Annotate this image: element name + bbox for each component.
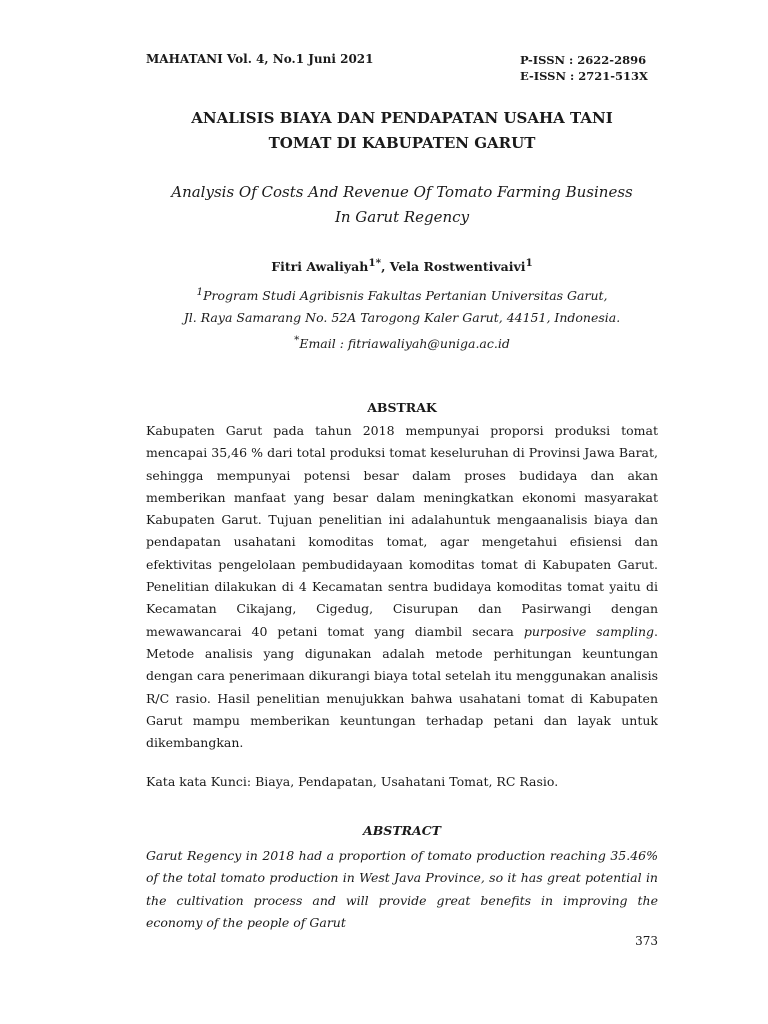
paper-title-english <box>100 180 704 230</box>
abstract-body: Garut Regency in 2018 had a proportion of tomato production reaching 35.46% of the total tomato production in West Java Province, so it has great potential in the cultivation process and will provide great benefits in improving the economy of the people of Garut <box>146 848 658 930</box>
email-superscript: * <box>294 334 300 347</box>
author-1-superscript: 1* <box>368 257 382 269</box>
issn-block <box>520 52 648 84</box>
journal-header: MAHATANI Vol. 4, No.1 Juni 2021 <box>146 52 374 66</box>
title-id-line2: TOMAT DI KABUPATEN GARUT <box>268 134 536 152</box>
author-2-superscript: 1 <box>525 257 533 269</box>
affiliation <box>100 281 704 355</box>
title-id-line1: ANALISIS BIAYA DAN PENDAPATAN USAHA TANI <box>191 109 613 127</box>
author-separator: , <box>381 259 390 275</box>
author-1: Fitri Awaliyah <box>271 259 369 275</box>
abstrak-body: Kabupaten Garut pada tahun 2018 mempunyai proporsi produksi tomat mencapai 35,46 % dari total produksi tomat keseluruhan di Provinsi Jawa Barat, sehingga mempunyai potensi besar dalam proses budidaya dan akan memberikan manfaat yang besar dalam meningkatkan ekonomi masyarakat Kabupaten Garut. Tujuan penelitian ini adalahuntuk mengaanalisis biaya dan pendapatan usahatani komoditas tomat, agar mengetahui efisiensi dan efektivitas pengelolaan pembudidayaan komoditas tomat di Kabupaten Garut. Penelitian dilakukan di 4 Kecamatan sentra budidaya komoditas tomat yaitu di Kecamatan Cikajang, Cigedug, Cisurupan dan Pasirwangi dengan mewawancarai 40 petani tomat yang diambil secara purposive sampling. Metode analisis yang digunakan adalah metode perhitungan keuntungan dengan cara penerimaan dikurangi biaya total setelah itu menggunakan analisis R/C rasio. Hasil penelitian menujukkan bahwa usahatani tomat di Kabupaten Garut mampu memberikan keuntungan terhadap petani dan layak untuk dikembangkan. <box>146 423 658 751</box>
email-text: Email : fitriawaliyah@uniga.ac.id <box>299 336 510 352</box>
author-list <box>100 257 704 274</box>
title-en-line1: Analysis Of Costs And Revenue Of Tomato Farming Business <box>171 183 633 201</box>
title-en-line2: In Garut Regency <box>334 208 470 226</box>
page-number: 373 <box>635 934 658 948</box>
affiliation-line2: Jl. Raya Samarang No. 52A Tarogong Kaler Garut, 44151, Indonesia. <box>183 310 621 326</box>
affiliation-line1: $^1$Program Studi Agribisnis Fakultas Pertanian Universitas Garut, <box>196 286 608 304</box>
keywords: Kata kata Kunci: Biaya, Pendapatan, Usahatani Tomat, RC Rasio. <box>146 774 559 789</box>
paper-title-indonesian <box>100 106 704 156</box>
pissn: P-ISSN : 2622-2896 <box>520 53 647 67</box>
abstract-heading: ABSTRACT <box>363 823 441 838</box>
eissn: E-ISSN : 2721-513X <box>520 69 648 83</box>
author-2: Vela Rostwentivaivi <box>389 259 526 275</box>
italic-term: purposive sampling <box>523 623 655 639</box>
affiliation-superscript: 1 <box>196 286 204 298</box>
email-line <box>100 329 704 355</box>
abstrak-heading: ABSTRAK <box>367 400 437 415</box>
